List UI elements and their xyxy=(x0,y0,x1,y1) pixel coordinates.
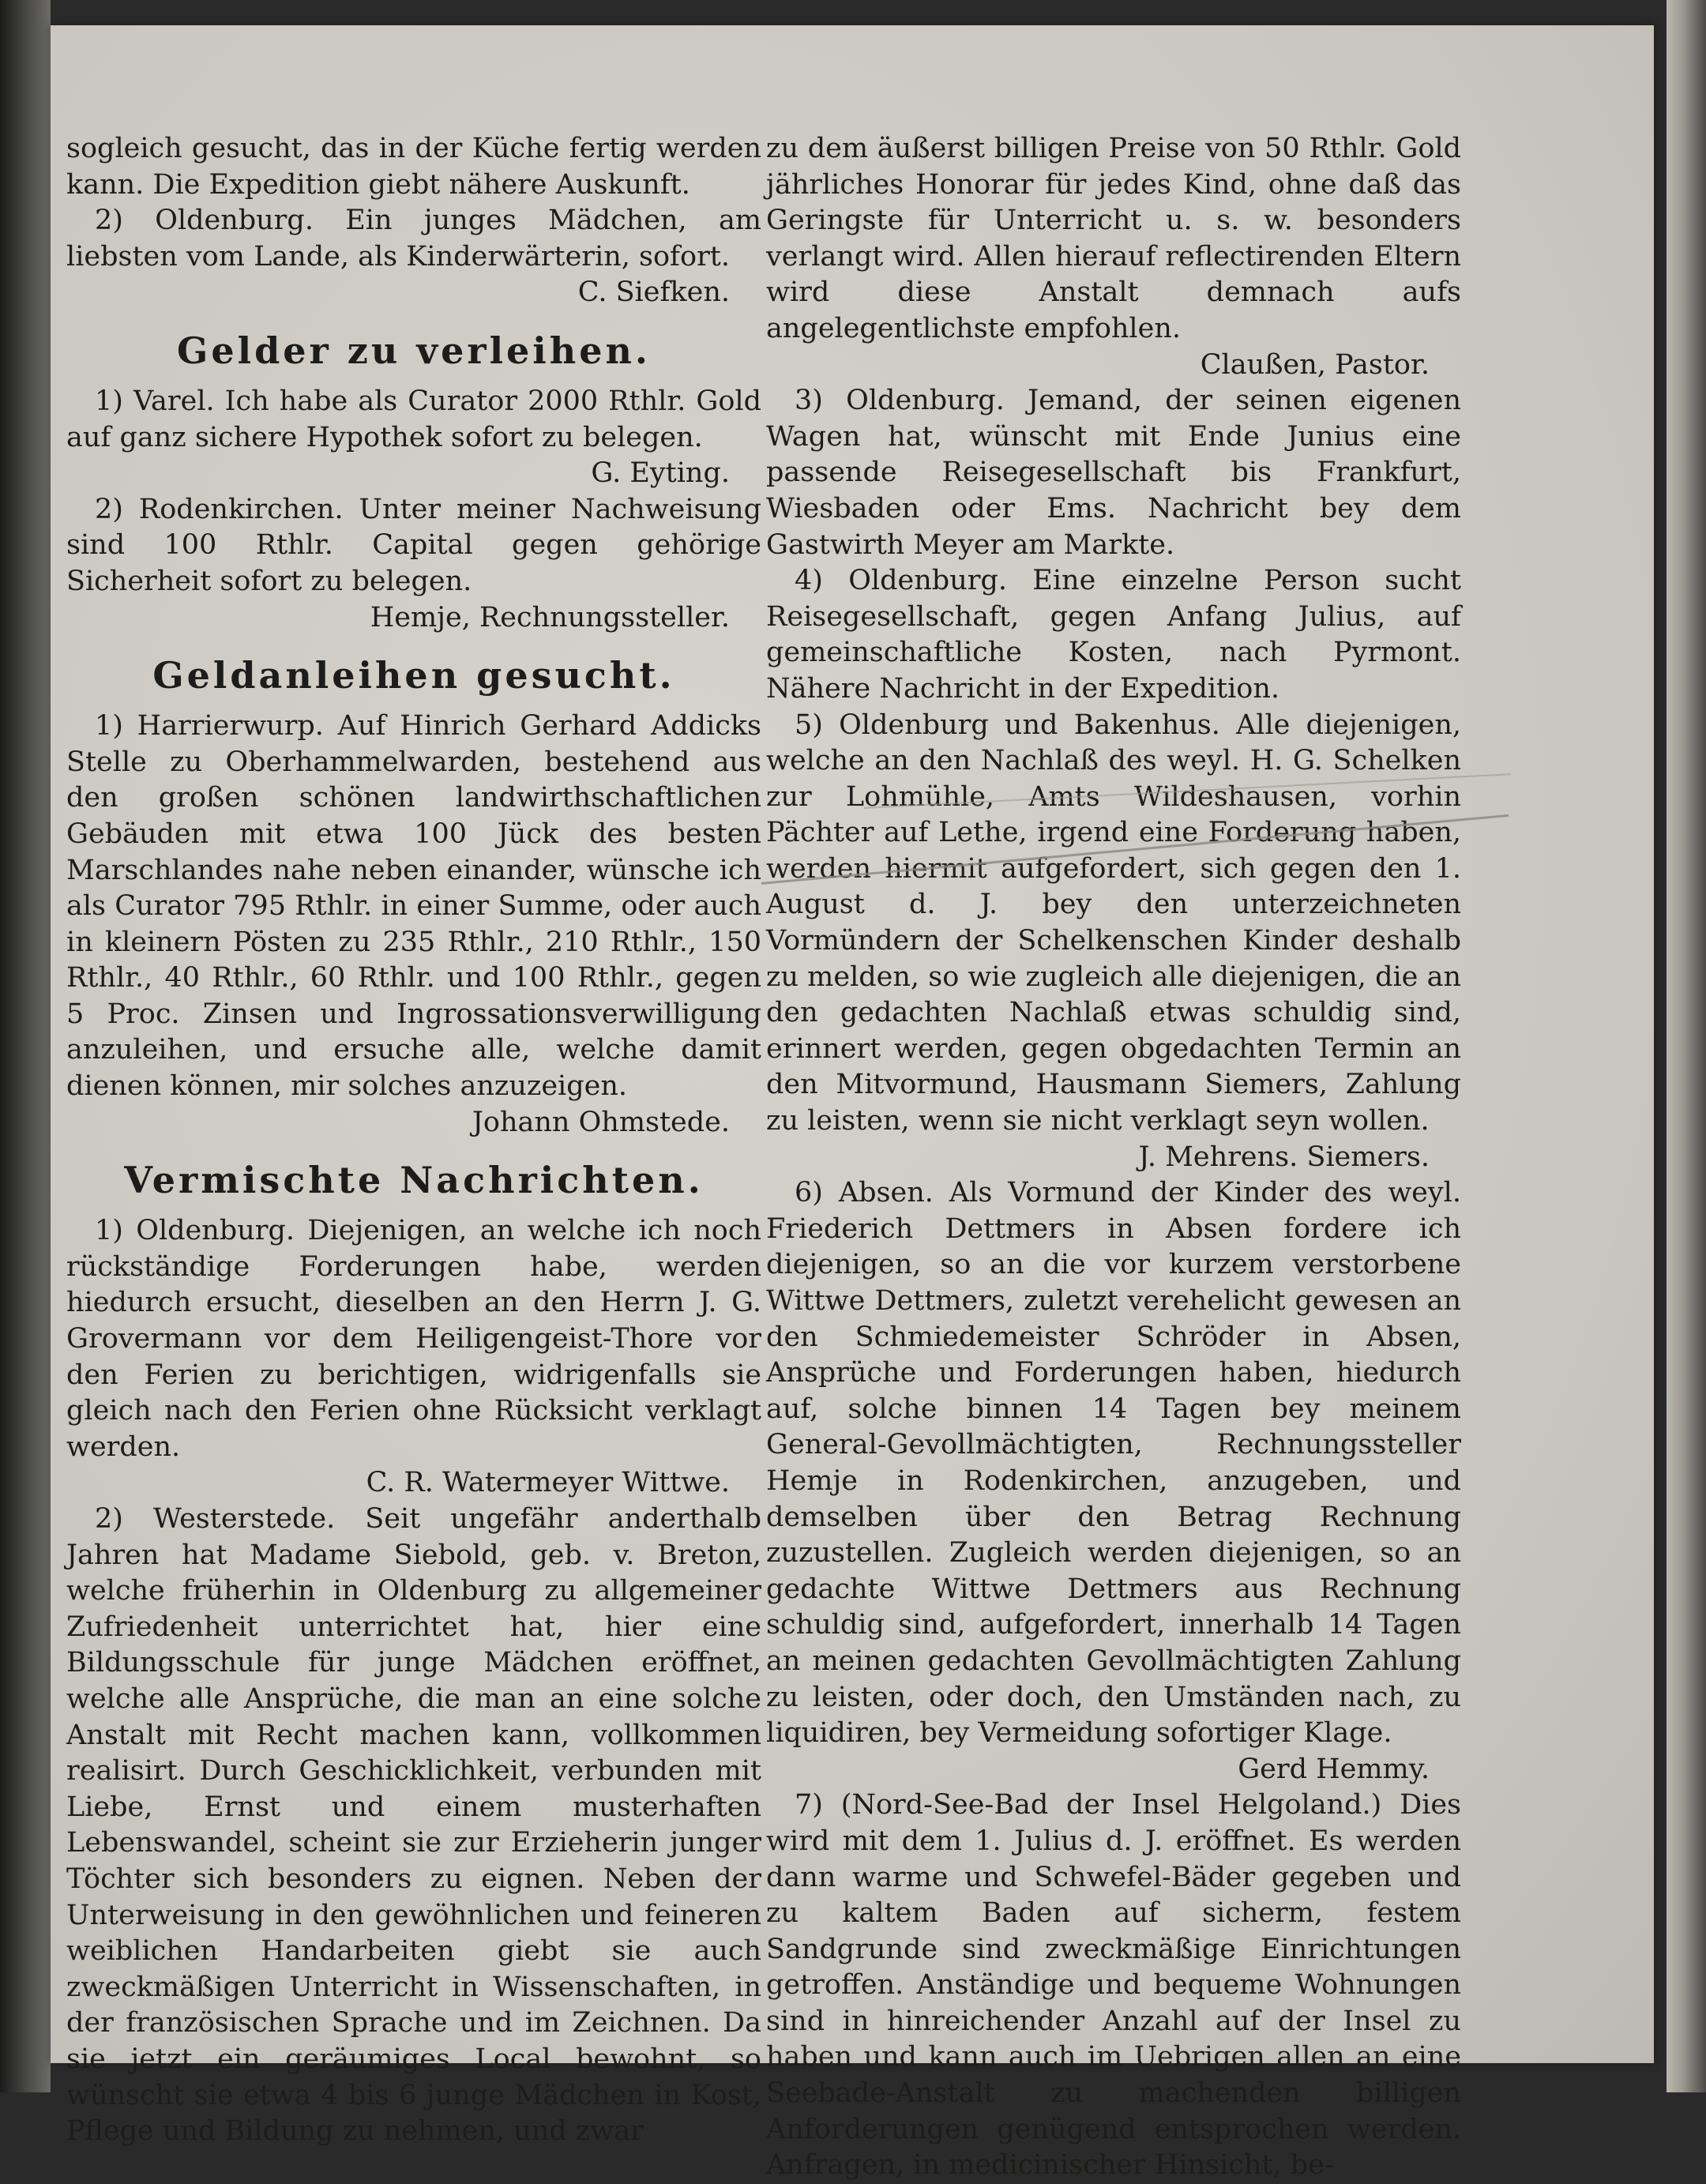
signature: J. Mehrens. Siemers. xyxy=(1138,1141,1430,1173)
paragraph: 3) Oldenburg. Jemand, der seinen eigenen Wagen hat, wünscht mit Ende Junius eine passende Reisegesellschaft bis Frankfurt, Wiesbaden oder Ems. Nachricht bey dem Gastwirth Meyer am Markte. xyxy=(766,385,1461,561)
paragraph: 1) Oldenburg. Diejenigen, an welche ich noch rückständige Forderungen habe, werden hiedurch ersucht, dieselben an den Herrn J. G. Grovermann vor dem Heiligengeist-Thore vor den Ferien zu berichtigen, widrigenfalls sie gleich nach den Ferien ohne Rücksicht verklagt werden. xyxy=(66,1215,761,1463)
signature: C. Siefken. xyxy=(577,276,730,309)
paragraph: zu dem äußerst billigen Preise von 50 Rthlr. Gold jährliches Honorar für jedes Kind, ohne daß das Geringste für Unterricht u. s. w. besonders verlangt wird. Allen hierauf reflectirenden Eltern wird diese Anstalt demnach aufs angelegentlichste empfohlen. xyxy=(766,133,1461,344)
paragraph: 5) Oldenburg und Bakenhus. Alle diejenigen, welche an den Nachlaß des weyl. H. G. Schelken zur Lohmühle, Amts Wildeshausen, vorhin Pächter auf Lethe, irgend eine Forderung haben, werden hiermit aufgefordert, sich gegen den 1. August d. J. bey den unterzeichneten Vormündern der Schelkenschen Kinder deshalb zu melden, so wie zugleich alle diejenigen, die an den gedachten Nachlaß etwas schuldig sind, erinnert werden, gegen obgedachten Termin an den Mitvormund, Hausmann Siemers, Zahlung zu leisten, wenn sie nicht verklagt seyn wollen. xyxy=(766,709,1461,1137)
paragraph: 7) (Nord-See-Bad der Insel Helgoland.) Dies wird mit dem 1. Julius d. J. eröffnet. Es werden dann warme und Schwefel-Bäder gegeben und zu kaltem Baden auf sicherm, festem Sandgrunde sind zweckmäßige Einrichtungen getroffen. Anständige und bequeme Wohnungen sind in hinreichender Anzahl auf der Insel zu haben und kann auch im Uebrigen allen an eine Seebade-Anstalt zu machenden billigen Anforderungen genügend entsprochen werden. Anfragen, in medicinischer Hinsicht, be- xyxy=(766,1789,1461,2182)
book-binding xyxy=(0,0,51,2092)
signature: Claußen, Pastor. xyxy=(1200,348,1430,381)
paragraph: 1) Varel. Ich habe als Curator 2000 Rthlr. Gold auf ganz sichere Hypothek sofort zu belegen. xyxy=(66,385,761,453)
section-heading: Geldanleihen gesucht. xyxy=(152,654,675,697)
page-edge xyxy=(1667,0,1706,2092)
signature: Gerd Hemmy. xyxy=(1238,1753,1430,1785)
paragraph: sogleich gesucht, das in der Küche fertig werden kann. Die Expedition giebt nähere Auskunft. xyxy=(66,133,761,201)
paragraph: 2) Oldenburg. Ein junges Mädchen, am liebsten vom Lande, als Kinderwärterin, sofort. xyxy=(66,205,761,273)
paragraph: 4) Oldenburg. Eine einzelne Person sucht Reisegesellschaft, gegen Anfang Julius, auf gemeinschaftliche Kosten, nach Pyrmont. Nähere Nachricht in der Expedition. xyxy=(766,565,1461,705)
paragraph: 1) Harrierwurp. Auf Hinrich Gerhard Addicks Stelle zu Oberhammelwarden, bestehend aus den großen schönen landwirthschaftlichen Gebäuden mit etwa 100 Jück des besten Marschlandes nahe neben einander, wünsche ich als Curator 795 Rthlr. in einer Summe, oder auch in kleinern Pösten zu 235 Rthlr., 210 Rthlr., 150 Rthlr., 40 Rthlr., 60 Rthlr. und 100 Rthlr., gegen 5 Proc. Zinsen und Ingrossationsverwilligung anzuleihen, und ersuche alle, welche damit dienen können, mir solches anzuzeigen. xyxy=(66,710,761,1103)
signature: C. R. Watermeyer Wittwe. xyxy=(366,1467,730,1499)
paragraph: 2) Rodenkirchen. Unter meiner Nachweisung sind 100 Rthlr. Capital gegen gehörige Sicherheit sofort zu belegen. xyxy=(66,493,761,597)
signature: Johann Ohmstede. xyxy=(472,1106,730,1138)
signature: Hemje, Rechnungssteller. xyxy=(370,601,730,633)
right-column xyxy=(766,131,1461,2184)
left-column xyxy=(66,131,761,2150)
section-heading: Gelder zu verleihen. xyxy=(177,329,651,372)
section-heading: Vermischte Nachrichten. xyxy=(124,1159,704,1202)
paragraph: 2) Westerstede. Seit ungefähr anderthalb Jahren hat Madame Siebold, geb. v. Breton, welche früherhin in Oldenburg zu allgemeiner Zufriedenheit unterrichtet hat, hier eine Bildungsschule für junge Mädchen eröffnet, welche alle Ansprüche, die man an eine solche Anstalt mit Recht machen kann, vollkommen realisirt. Durch Geschicklichkeit, verbunden mit Liebe, Ernst und einem musterhaften Lebenswandel, scheint sie zur Erzieherin junger Töchter sich besonders zu eignen. Neben der Unterweisung in den gewöhnlichen und feineren weiblichen Handarbeiten giebt sie auch zweckmäßigen Unterricht in Wissenschaften, in der französischen Sprache und im Zeichnen. Da sie jetzt ein geräumiges Local bewohnt, so wünscht sie etwa 4 bis 6 junge Mädchen in Kost, Pflege und Bildung zu nehmen, und zwar xyxy=(66,1503,761,2148)
newspaper-page xyxy=(51,25,1654,2182)
paragraph: 6) Absen. Als Vormund der Kinder des weyl. Friederich Dettmers in Absen fordere ich diejenigen, so an die vor kurzem verstorbene Wittwe Dettmers, zuletzt verehelicht gewesen an den Schmiedemeister Schröder in Absen, Ansprüche und Forderungen haben, hiedurch auf, solche binnen 14 Tagen bey meinem General-Gevollmächtigten, Rechnungssteller Hemje in Rodenkirchen, anzugeben, und demselben über den Betrag Rechnung zuzustellen. Zugleich werden diejenigen, so an gedachte Wittwe Dettmers aus Rechnung schuldig sind, aufgefordert, innerhalb 14 Tagen an meinen gedachten Gevollmächtigten Zahlung zu leisten, oder doch, den Umständen nach, zu liquidiren, bey Vermeidung sofortiger Klage. xyxy=(766,1177,1461,1750)
signature: G. Eyting. xyxy=(591,457,730,490)
